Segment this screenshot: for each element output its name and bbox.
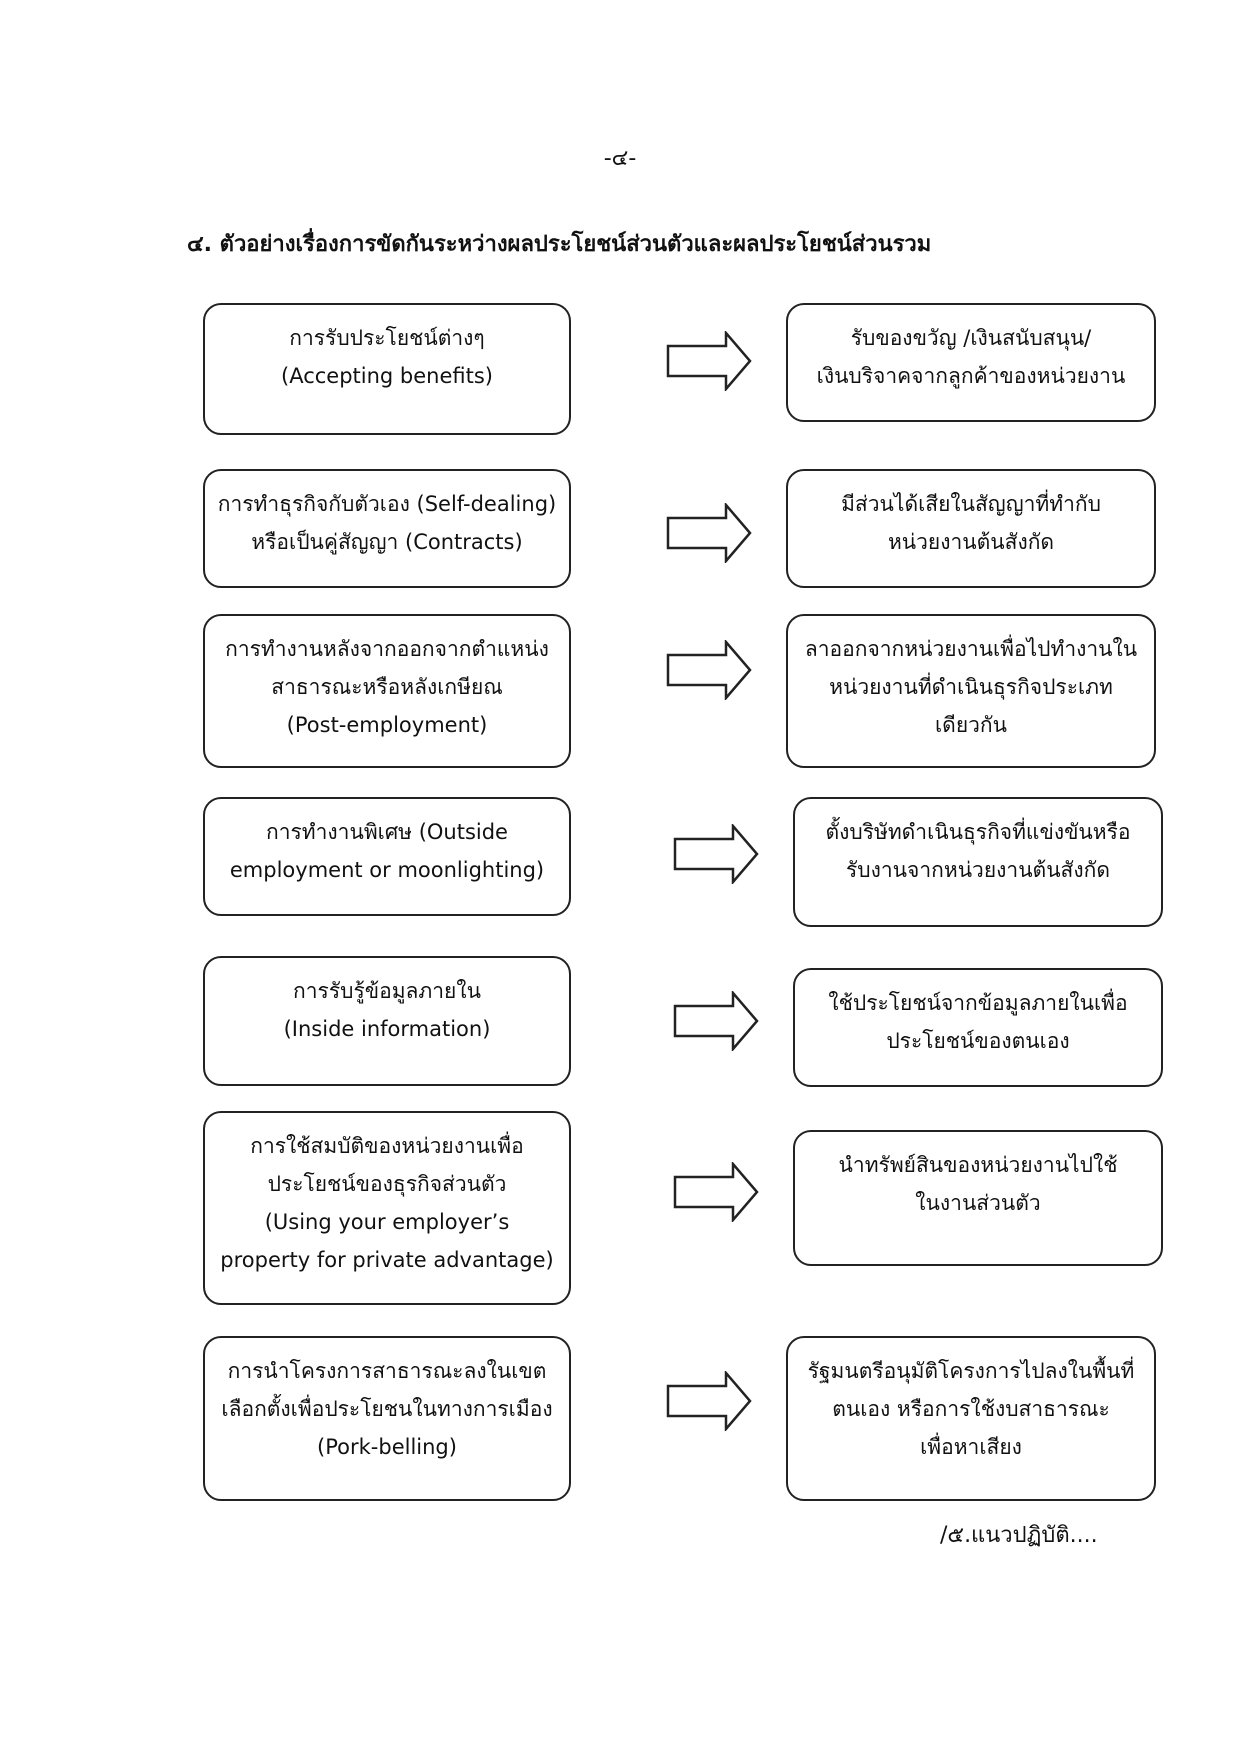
box-line: การทำงานหลังจากออกจากตำแหน่ง (225, 637, 549, 661)
box-line: (Using your employer’s (264, 1210, 510, 1234)
box-line: การรับรู้ข้อมูลภายใน (293, 979, 481, 1003)
box-line: หน่วยงานต้นสังกัด (887, 530, 1055, 554)
page-number: -๔- (603, 146, 637, 171)
box-line: การทำงานพิเศษ (Outside (266, 820, 508, 844)
section-heading: ๔. ตัวอย่างเรื่องการขัดกันระหว่างผลประโยชน์ส่วนตัวและผลประโยชน์ส่วนรวม (187, 232, 932, 257)
right-arrow-icon (666, 640, 752, 700)
box-line: รับงานจากหน่วยงานต้นสังกัด (846, 858, 1110, 882)
left-box-employer-property (203, 1111, 571, 1305)
right-box-gifts (786, 303, 1156, 422)
box-line: เลือกตั้งเพื่อประโยชนในทางการเมือง (221, 1397, 553, 1421)
box-line: (Pork-belling) (317, 1435, 457, 1459)
right-arrow-icon (673, 824, 759, 884)
box-line: นำทรัพย์สินของหน่วยงานไปใช้ (838, 1153, 1118, 1177)
left-box-pork-barrel (203, 1336, 571, 1501)
box-line: สาธารณะหรือหลังเกษียณ (271, 675, 503, 699)
box-line: เพื่อหาเสียง (920, 1435, 1022, 1459)
box-line: ประโยชน์ของตนเอง (886, 1029, 1070, 1053)
box-line: ลาออกจากหน่วยงานเพื่อไปทำงานใน (804, 637, 1138, 661)
box-line: ในงานส่วนตัว (915, 1191, 1041, 1215)
right-box-use-assets (793, 1130, 1163, 1266)
left-box-inside-information (203, 956, 571, 1086)
right-box-use-inside-info (793, 968, 1163, 1087)
box-line: รัฐมนตรีอนุมัติโครงการไปลงในพื้นที่ (807, 1359, 1135, 1383)
left-box-outside-employment (203, 797, 571, 916)
box-line: มีส่วนได้เสียในสัญญาที่ทำกับ (841, 492, 1101, 516)
box-line: การใช้สมบัติของหน่วยงานเพื่อ (250, 1134, 524, 1158)
left-box-self-dealing (203, 469, 571, 588)
box-line: ตนเอง หรือการใช้งบสาธารณะ (832, 1397, 1110, 1421)
right-arrow-icon (673, 1162, 759, 1222)
box-line: ประโยชน์ของธุรกิจส่วนตัว (267, 1172, 507, 1196)
box-line: employment or moonlighting) (229, 858, 545, 882)
box-line: การนำโครงการสาธารณะลงในเขต (227, 1359, 547, 1383)
box-line: การรับประโยชน์ต่างๆ (289, 326, 485, 350)
box-line: property for private advantage) (220, 1248, 554, 1272)
box-line: เงินบริจาคจากลูกค้าของหน่วยงาน (816, 364, 1126, 388)
box-line: (Accepting benefits) (281, 364, 493, 388)
box-line: เดียวกัน (935, 713, 1007, 737)
box-line: ตั้งบริษัทดำเนินธุรกิจที่แข่งขันหรือ (825, 820, 1131, 844)
left-box-accepting-benefits (203, 303, 571, 435)
right-arrow-icon (666, 1371, 752, 1431)
right-box-resign (786, 614, 1156, 768)
box-line: (Inside information) (283, 1017, 491, 1041)
box-line: หน่วยงานที่ดำเนินธุรกิจประเภท (829, 675, 1113, 699)
right-box-minister-project (786, 1336, 1156, 1501)
box-line: รับของขวัญ /เงินสนับสนุน/ (850, 326, 1092, 350)
right-arrow-icon (666, 503, 752, 563)
right-arrow-icon (673, 991, 759, 1051)
right-arrow-icon (666, 331, 752, 391)
box-line: การทำธุรกิจกับตัวเอง (Self-dealing) (217, 492, 557, 516)
box-line: (Post-employment) (286, 713, 488, 737)
box-line: หรือเป็นคู่สัญญา (Contracts) (251, 530, 523, 554)
footer-continuation-note: /๕.แนวปฏิบัติ.... (940, 1523, 1098, 1548)
box-line: ใช้ประโยชน์จากข้อมูลภายในเพื่อ (828, 991, 1128, 1015)
right-box-competing-business (793, 797, 1163, 927)
left-box-post-employment (203, 614, 571, 768)
right-box-contract-interest (786, 469, 1156, 588)
